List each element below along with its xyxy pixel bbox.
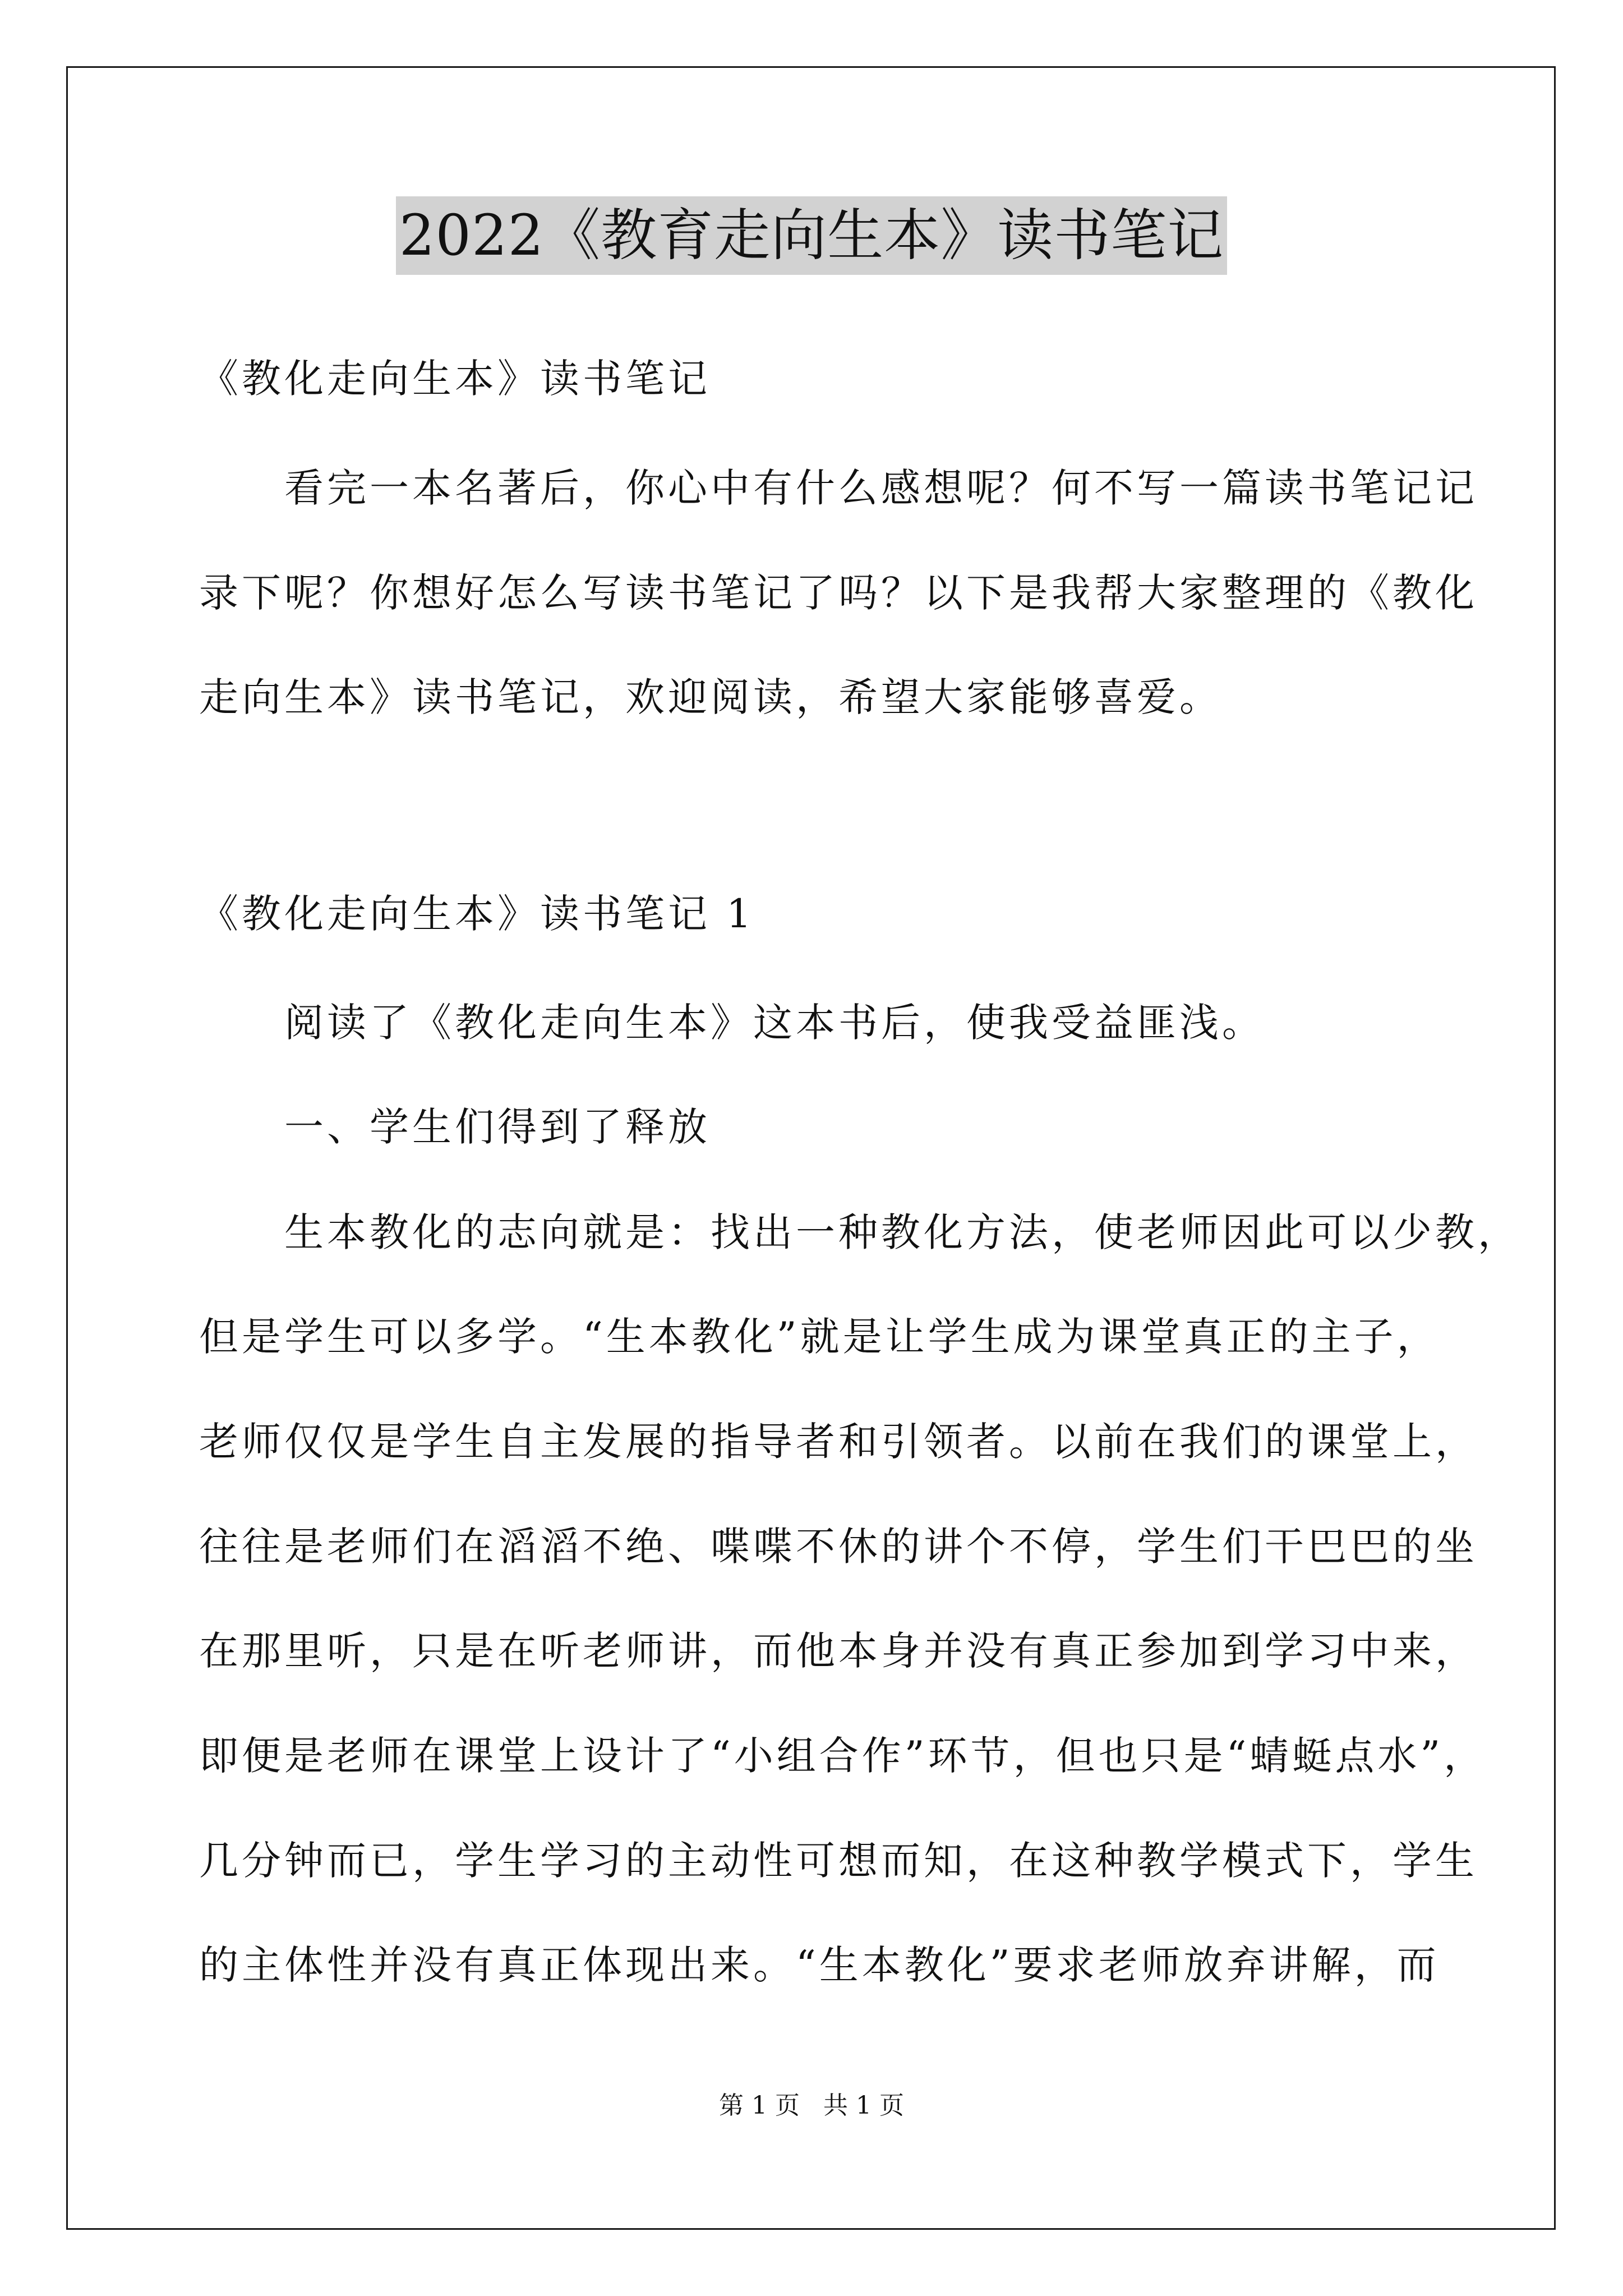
page-total: 共 1 页 bbox=[823, 2091, 904, 2120]
paragraph-line: 老师仅仅是学生自主发展的指导者和引领者。以前在我们的课堂上， bbox=[199, 1419, 1478, 1465]
paragraph-line: 录下呢？你想好怎么写读书笔记了吗？以下是我帮大家整理的《教化 bbox=[199, 570, 1478, 616]
paragraph-line: 看完一本名著后，你心中有什么感想呢？何不写一篇读书笔记记 bbox=[199, 465, 1478, 511]
section-heading: 《教化走向生本》读书笔记 bbox=[199, 356, 711, 402]
paragraph-line: 几分钟而已，学生学习的主动性可想而知，在这种教学模式下，学生 bbox=[199, 1838, 1478, 1884]
paragraph-line: 走向生本》读书笔记，欢迎阅读，希望大家能够喜爱。 bbox=[199, 674, 1222, 720]
paragraph-line: 阅读了《教化走向生本》这本书后，使我受益匪浅。 bbox=[199, 1000, 1265, 1046]
paragraph-line: 生本教化的志向就是：找出一种教化方法，使老师因此可以少教， bbox=[199, 1209, 1520, 1255]
paragraph-line: 在那里听，只是在听老师讲，而他本身并没有真正参加到学习中来， bbox=[199, 1628, 1478, 1674]
section-heading: 《教化走向生本》读书笔记 1 bbox=[199, 891, 755, 937]
page-number: 第 1 页 bbox=[719, 2091, 800, 2120]
paragraph-line: 往往是老师们在滔滔不绝、喋喋不休的讲个不停，学生们干巴巴的坐 bbox=[199, 1524, 1478, 1570]
subheading: 一、学生们得到了释放 bbox=[199, 1104, 711, 1150]
paragraph-line: 的主体性并没有真正体现出来。“生本教化”要求老师放弃讲解，而 bbox=[199, 1942, 1440, 1988]
paragraph-line: 但是学生可以多学。“生本教化”就是让学生成为课堂真正的主子， bbox=[199, 1314, 1440, 1360]
page-footer bbox=[0, 2089, 1623, 2123]
paragraph-line: 即便是老师在课堂上设计了“小组合作”环节，但也只是“蜻蜓点水”， bbox=[199, 1733, 1487, 1779]
title-block bbox=[0, 196, 1623, 275]
document-title: 2022《教育走向生本》读书笔记 bbox=[396, 196, 1228, 275]
